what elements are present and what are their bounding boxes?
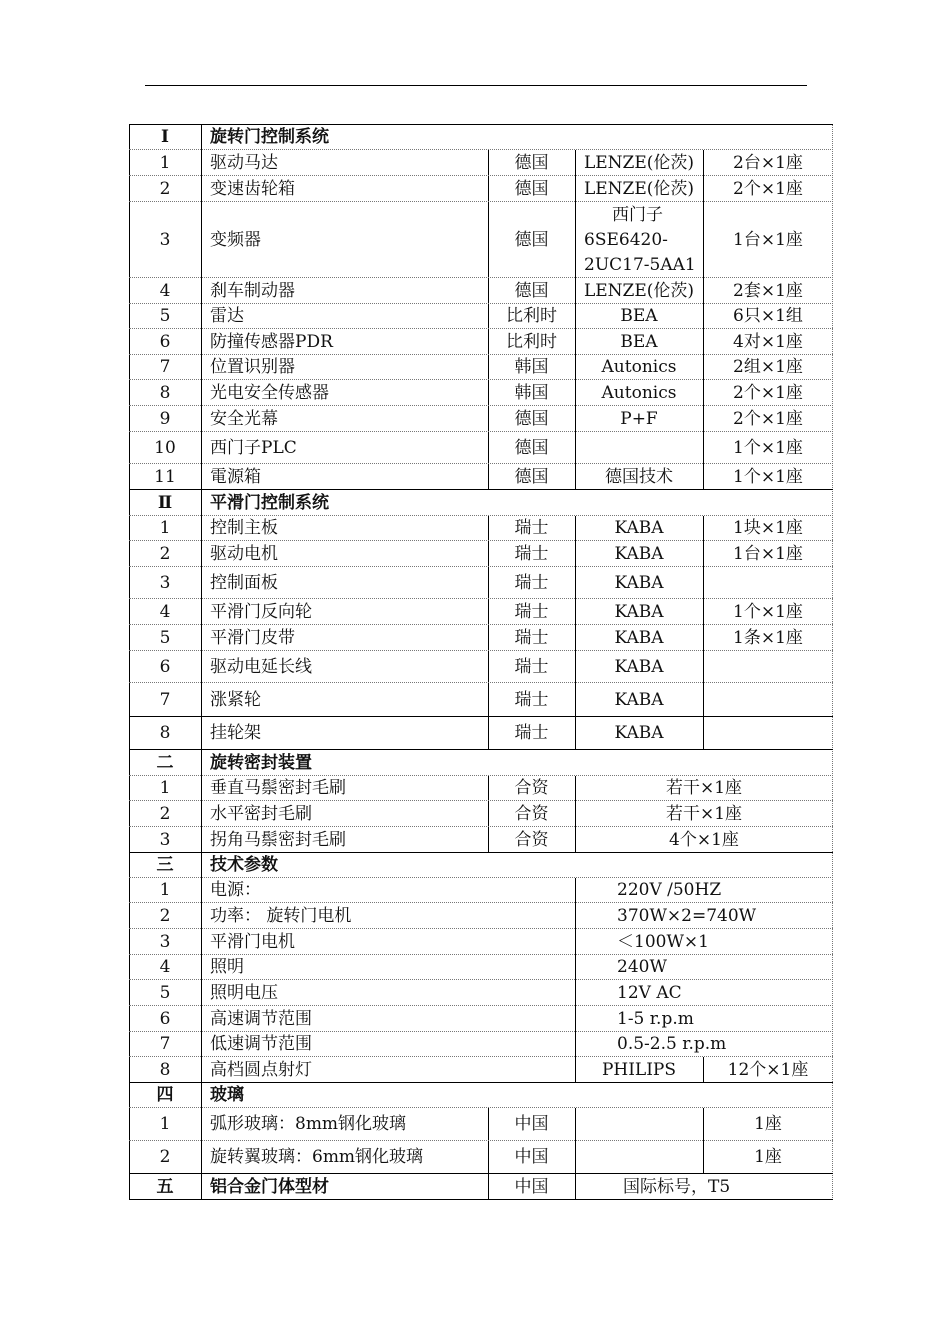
item-name: 控制主板 [210, 518, 278, 538]
spec-cell: 若干×1座 [665, 778, 743, 798]
row-number: 2 [159, 543, 171, 564]
brand-cell [575, 432, 703, 464]
section-title: 玻璃 [210, 1085, 244, 1105]
section-title: 平滑门控制系统 [210, 492, 329, 513]
row-number: 2 [159, 905, 171, 926]
table-row [129, 1140, 833, 1174]
item-name: 旋转翼玻璃：6mm钢化玻璃 [210, 1147, 424, 1167]
item-name: 平滑门反向轮 [210, 601, 312, 622]
table-row [129, 1005, 833, 1032]
brand-cell: KABA [614, 543, 664, 564]
table-row [129, 775, 833, 801]
param-value: 12V AC [617, 982, 682, 1003]
row-number: 10 [154, 437, 176, 458]
item-name: 雷达 [210, 306, 244, 326]
origin-cell: 瑞士 [514, 689, 549, 710]
brand-cell: LENZE(伦茨) [583, 280, 695, 301]
brand-cell: KABA [614, 656, 664, 677]
item-name: 变频器 [210, 229, 261, 250]
quantity-cell: 1座 [754, 1114, 782, 1134]
table-row [129, 624, 833, 651]
origin-cell: 德国 [514, 466, 549, 487]
quantity-cell: 2套×1座 [733, 280, 803, 301]
item-name: 涨紧轮 [210, 689, 261, 710]
item-name: 变速齿轮箱 [210, 178, 295, 199]
table-row [129, 1031, 833, 1057]
table-row [129, 540, 833, 567]
origin-cell: 瑞士 [514, 627, 549, 648]
row-number: 4 [159, 601, 171, 622]
table-row [129, 902, 833, 929]
quantity-cell: 12个×1座 [727, 1059, 809, 1080]
param-value: 240W [617, 957, 667, 977]
table-row [129, 328, 833, 355]
param-name: 平滑门电机 [210, 931, 295, 952]
quantity-cell [703, 683, 833, 717]
quantity-cell [703, 567, 833, 599]
item-name: 控制面板 [210, 572, 278, 593]
brand-cell: KABA [614, 518, 664, 538]
row-number: 2 [159, 803, 171, 824]
item-name: 電源箱 [210, 466, 261, 487]
origin-cell: 合资 [514, 829, 549, 850]
table-row [129, 877, 833, 903]
table-row [129, 201, 833, 278]
spec-table [129, 124, 833, 1200]
section-title: 旋转密封装置 [210, 752, 312, 773]
brand-cell: KABA [614, 723, 664, 743]
item-name: 平滑门皮带 [210, 627, 295, 648]
param-name: 照明 [210, 957, 244, 977]
row-number: 二 [156, 752, 174, 773]
section-row [129, 124, 833, 150]
origin-cell: 德国 [514, 408, 549, 429]
table-row [129, 598, 833, 625]
quantity-cell: 2组×1座 [733, 357, 803, 377]
spec-cell: 4个×1座 [669, 829, 739, 850]
row-number: 11 [154, 466, 176, 487]
row-number: 4 [159, 957, 171, 977]
row-number: 8 [159, 723, 171, 743]
origin-cell: 韩国 [514, 357, 549, 377]
origin-cell: 合资 [514, 803, 549, 824]
origin-cell: 瑞士 [514, 656, 549, 677]
table-row [129, 431, 833, 464]
origin-cell: 中国 [514, 1147, 549, 1167]
row-number: 6 [159, 656, 171, 677]
quantity-cell [703, 717, 833, 750]
header-rule [145, 85, 807, 86]
item-name: 水平密封毛刷 [210, 803, 312, 824]
table-row [129, 954, 833, 980]
quantity-cell: 1块×1座 [733, 518, 803, 538]
row-number: 1 [159, 152, 171, 173]
row-number: Ⅰ [161, 127, 169, 147]
item-name: 光电安全传感器 [210, 382, 329, 403]
table-row [129, 1107, 833, 1141]
brand-cell: P+F [620, 408, 658, 429]
spec-cell: 若干×1座 [665, 803, 743, 824]
origin-cell: 瑞士 [514, 601, 549, 622]
row-number: 4 [159, 280, 171, 301]
row-number: 7 [159, 1034, 171, 1054]
section-row [129, 1173, 833, 1200]
row-number: 3 [159, 229, 171, 250]
row-number: Ⅱ [157, 492, 173, 513]
table-row [129, 650, 833, 683]
row-number: 6 [159, 331, 171, 352]
brand-cell: Autonics [601, 357, 677, 377]
item-name: 弧形玻璃：8mm钢化玻璃 [210, 1114, 407, 1134]
origin-cell: 韩国 [514, 382, 549, 403]
brand-cell: KABA [614, 627, 664, 648]
quantity-cell: 2个×1座 [733, 382, 803, 403]
table-row [129, 682, 833, 717]
table-row [129, 800, 833, 827]
origin-cell: 瑞士 [514, 543, 549, 564]
brand-cell: 德国技术 [605, 466, 673, 487]
item-name: 西门子PLC [210, 437, 297, 458]
row-number: 7 [159, 689, 171, 710]
item-name: 驱动马达 [210, 152, 278, 173]
table-row [129, 354, 833, 380]
origin-cell: 比利时 [506, 306, 557, 326]
row-number: 5 [159, 627, 171, 648]
brand-cell: Autonics [601, 382, 677, 403]
origin-cell: 德国 [514, 152, 549, 173]
item-name: 驱动电机 [210, 543, 278, 564]
brand-cell: LENZE(伦茨) [583, 178, 695, 199]
row-number: 1 [159, 880, 171, 900]
row-number: 1 [159, 1114, 171, 1134]
table-row [129, 175, 833, 202]
origin-cell: 瑞士 [514, 518, 549, 538]
table-row [129, 379, 833, 406]
brand-cell [575, 202, 703, 278]
item-name: 位置识别器 [210, 357, 295, 377]
brand-cell: BEA [620, 331, 658, 352]
item-name: 挂轮架 [210, 723, 261, 743]
brand-cell: KABA [614, 689, 664, 710]
brand-cell: KABA [614, 601, 664, 622]
table-row [129, 277, 833, 304]
origin-cell: 德国 [514, 437, 549, 458]
quantity-cell: 1台×1座 [733, 229, 803, 250]
table-row [129, 149, 833, 176]
section-row [129, 852, 833, 878]
origin-cell: 德国 [514, 229, 549, 250]
table-row [129, 716, 833, 750]
row-number: 9 [159, 408, 171, 429]
quantity-cell: 2个×1座 [733, 178, 803, 199]
row-number: 3 [159, 572, 171, 593]
row-number: 3 [159, 829, 171, 850]
origin-cell: 德国 [514, 280, 549, 301]
spec-cell: 国际标号，T5 [623, 1176, 731, 1197]
param-value: 220V /50HZ [617, 880, 722, 900]
brand-cell: KABA [614, 572, 664, 593]
param-name: 电源： [210, 880, 261, 900]
quantity-cell: 1个×1座 [733, 466, 803, 487]
row-number: 2 [159, 178, 171, 199]
origin-cell: 瑞士 [514, 723, 549, 743]
section-title: 铝合金门体型材 [210, 1176, 329, 1197]
row-number: 1 [159, 518, 171, 538]
row-number: 3 [159, 931, 171, 952]
brand-cell [575, 1108, 703, 1141]
table-row [129, 566, 833, 599]
param-name: 低速调节范围 [210, 1034, 312, 1054]
item-name: 拐角马鬃密封毛刷 [210, 829, 346, 850]
quantity-cell: 2台×1座 [733, 152, 803, 173]
param-name: 照明电压 [210, 982, 278, 1003]
brand-line: 6SE6420- [584, 229, 668, 250]
row-number: 2 [159, 1147, 171, 1167]
param-value: 1-5 r.p.m [617, 1008, 694, 1029]
origin-cell: 德国 [514, 178, 549, 199]
brand-line: 西门子 [612, 204, 663, 225]
quantity-cell: 2个×1座 [733, 408, 803, 429]
table-row [129, 979, 833, 1006]
table-row [129, 826, 833, 853]
table-row [129, 463, 833, 490]
section-row [129, 749, 833, 776]
quantity-cell [703, 651, 833, 683]
item-name: 驱动电延长线 [210, 656, 312, 677]
brand-cell: PHILIPS [601, 1059, 677, 1080]
brand-line: 2UC17-5AA1 [584, 254, 696, 275]
section-title: 技术参数 [210, 855, 278, 875]
quantity-cell: 1台×1座 [733, 543, 803, 564]
row-number: 5 [159, 306, 171, 326]
param-name: 高档圆点射灯 [210, 1059, 312, 1080]
brand-cell: LENZE(伦茨) [583, 152, 695, 173]
quantity-cell: 4对×1座 [733, 331, 803, 352]
origin-cell: 合资 [514, 778, 549, 798]
row-number: 三 [156, 855, 174, 875]
origin-cell: 中国 [514, 1114, 549, 1134]
param-name: 功率： 旋转门电机 [210, 905, 352, 926]
item-name: 垂直马鬃密封毛刷 [210, 778, 346, 798]
item-name: 防撞传感器PDR [210, 331, 333, 352]
origin-cell: 比利时 [506, 331, 557, 352]
param-value: 0.5-2.5 r.p.m [617, 1034, 727, 1054]
table-row [129, 1056, 833, 1083]
param-value: 370W×2=740W [617, 905, 757, 926]
table-row [129, 928, 833, 955]
origin-cell: 中国 [514, 1176, 549, 1197]
quantity-cell: 1条×1座 [733, 627, 803, 648]
row-number: 6 [159, 1008, 171, 1029]
table-row [129, 303, 833, 329]
origin-cell: 瑞士 [514, 572, 549, 593]
row-number: 5 [159, 982, 171, 1003]
item-name: 安全光幕 [210, 408, 278, 429]
quantity-cell: 1个×1座 [733, 601, 803, 622]
section-row [129, 489, 833, 516]
param-value: ＜100W×1 [617, 931, 709, 952]
quantity-cell: 1座 [754, 1147, 782, 1167]
row-number: 1 [159, 778, 171, 798]
row-number: 7 [159, 357, 171, 377]
row-number: 四 [156, 1085, 174, 1105]
brand-cell [575, 1141, 703, 1174]
item-name: 刹车制动器 [210, 280, 295, 301]
quantity-cell: 6只×1组 [733, 306, 803, 326]
table-row [129, 515, 833, 541]
param-name: 高速调节范围 [210, 1008, 312, 1029]
section-title: 旋转门控制系统 [210, 127, 329, 147]
section-row [129, 1082, 833, 1108]
row-number: 五 [156, 1176, 174, 1197]
brand-cell: BEA [620, 306, 658, 326]
row-number: 8 [159, 1059, 171, 1080]
quantity-cell: 1个×1座 [733, 437, 803, 458]
row-number: 8 [159, 382, 171, 403]
table-row [129, 405, 833, 432]
